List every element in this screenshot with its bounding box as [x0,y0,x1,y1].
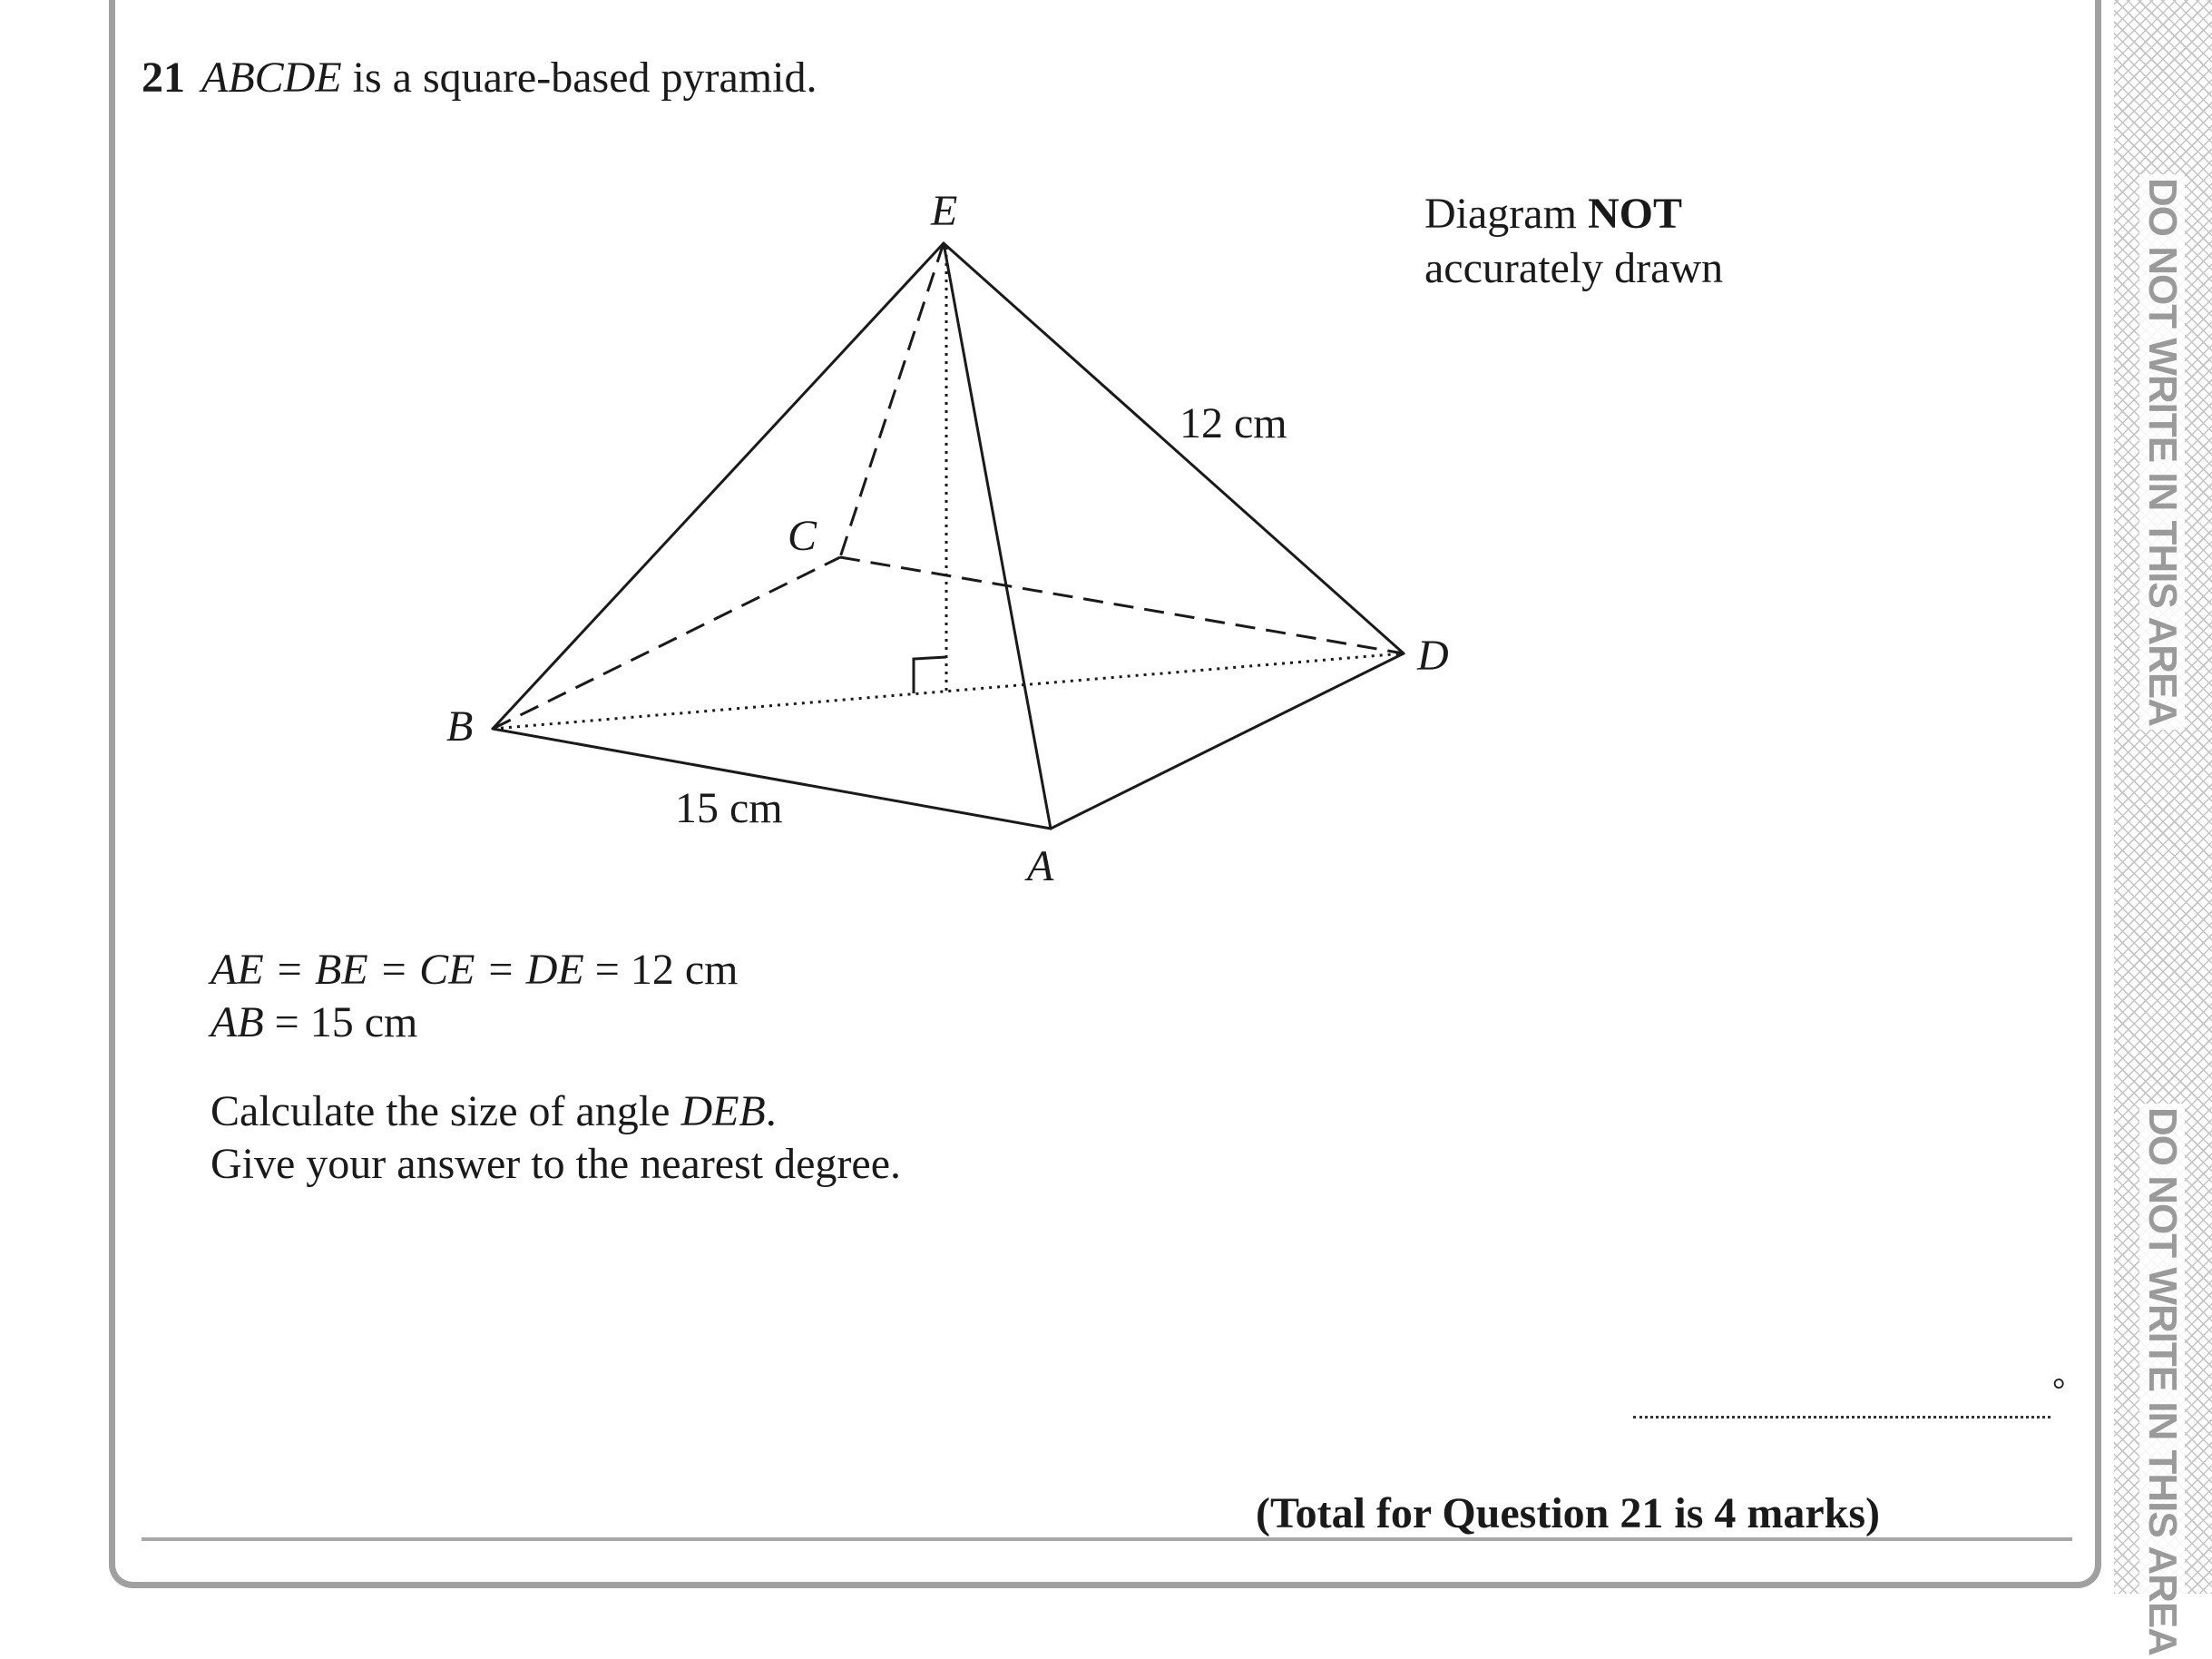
margin-warning-top: DO NOT WRITE IN THIS AREA [2139,174,2185,730]
given-ab-lhs: AB [210,998,264,1046]
edge-EB [493,243,944,729]
task-text [210,1085,901,1191]
edge-label-BA: 15 cm [675,784,783,832]
margin-warning-bottom: DO NOT WRITE IN THIS AREA [2139,1104,2185,1659]
given-lengths-rhs: = 12 cm [583,946,739,994]
note-line2: accurately drawn [1424,244,1724,292]
degree-symbol: ° [2052,1371,2066,1408]
note-text: Diagram [1424,190,1588,238]
vertex-label-E: E [931,187,958,235]
total-marks: (Total for Question 21 is 4 marks) [1256,1489,1881,1537]
note-not: NOT [1587,190,1682,238]
edge-ED [944,243,1404,653]
vertex-label-B: B [446,702,474,751]
diagonal-BD [493,653,1404,729]
vertex-label-C: C [788,512,817,560]
vertex-label-A: A [1027,842,1054,890]
given-values [210,944,739,1049]
task-line2: Give your answer to the nearest degree. [210,1140,902,1188]
edge-label-ED: 12 cm [1179,399,1287,447]
vertex-label-D: D [1417,632,1449,680]
right-angle-marker [914,657,946,693]
task-angle: DEB [680,1087,766,1135]
edge-EA [944,243,1051,829]
task-period: . [765,1087,777,1135]
task-line1: Calculate the size of angle [210,1087,681,1135]
pyramid-name: ABCDE [201,54,342,102]
bottom-rule [142,1537,2072,1541]
edge-AD [1051,653,1404,829]
question-statement: is a square-based pyramid. [341,54,817,102]
edge-CD [840,557,1404,653]
given-ab-rhs: = 15 cm [263,998,418,1046]
given-lengths-lhs: AE = BE = CE = DE [210,946,584,994]
question-number: 21 [142,54,185,102]
answer-line[interactable] [1633,1416,2051,1418]
edge-EC [840,243,944,557]
